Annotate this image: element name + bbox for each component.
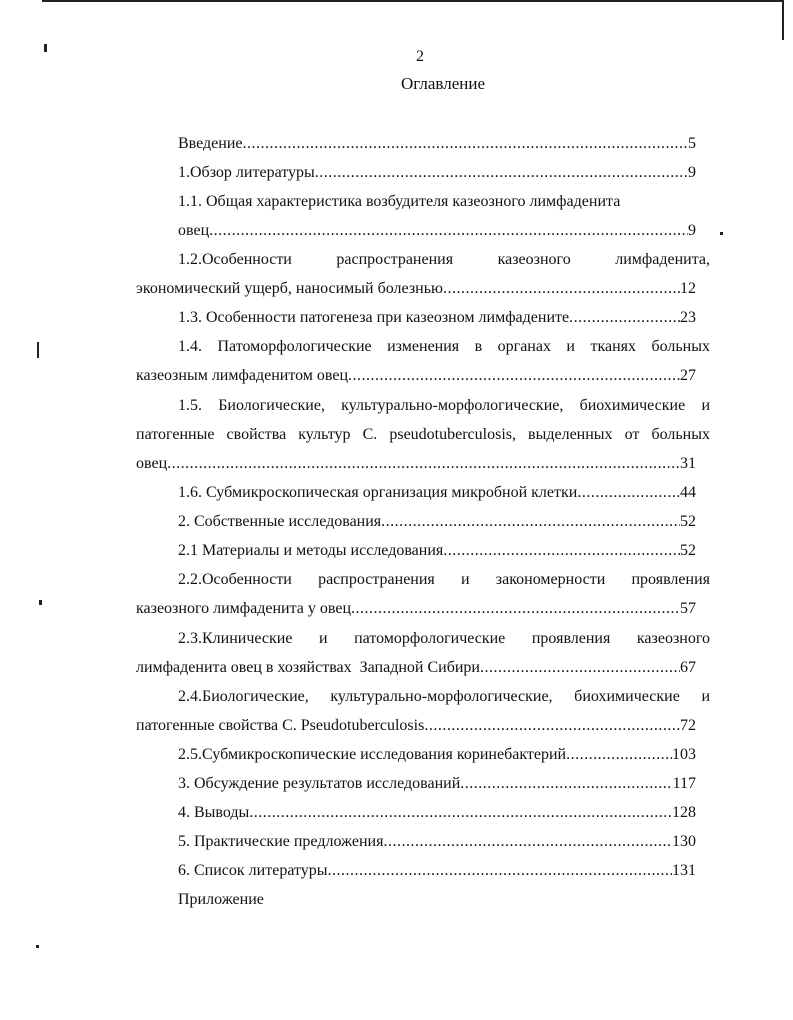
dot-leader <box>243 133 689 155</box>
toc-entry-title: казеозного лимфаденита у овец <box>136 600 352 617</box>
toc-page-number: 52 <box>680 513 696 530</box>
toc-entry-title: лимфаденита овец в хозяйствах Западной Сибири <box>136 659 480 676</box>
toc-entry-2[interactable] <box>178 511 696 533</box>
dot-leader <box>566 744 672 766</box>
toc-entry-1-4-line1[interactable]: 1.4. Патоморфологические изменения в органах и тканях больных <box>178 338 710 355</box>
dot-leader <box>348 365 680 387</box>
toc-entry-title: 4. Выводы <box>178 804 250 821</box>
toc-entry-2-2-line1[interactable]: 2.2.Особенности распространения и закономерности проявления <box>178 571 710 588</box>
toc-entry-2-4-line2[interactable] <box>136 715 696 737</box>
toc-page-number: 27 <box>680 367 696 384</box>
toc-entry-3[interactable] <box>178 773 696 795</box>
toc-entry-2-1[interactable] <box>178 540 696 562</box>
toc-entry-1-2-line1[interactable]: 1.2.Особенности распространения казеозного лимфаденита, <box>178 251 710 268</box>
dot-leader <box>577 482 680 504</box>
dot-leader <box>249 802 672 824</box>
toc-entry-1-5-line2[interactable]: патогенные свойства культур C. pseudotuberculosis, выделенных от больных <box>136 426 710 443</box>
toc-entry-title: 2.1 Материалы и методы исследования <box>178 542 444 559</box>
toc-page-number: 130 <box>672 833 696 850</box>
dot-leader <box>443 540 680 562</box>
dot-leader <box>460 773 672 795</box>
page-title: Оглавление <box>401 74 485 93</box>
toc-entry-1-1-line1[interactable]: 1.1. Общая характеристика возбудителя казеозного лимфаденита <box>178 193 621 210</box>
toc-entry-title: 3. Обсуждение результатов исследований <box>178 775 461 792</box>
toc-entry-1-1-line2[interactable] <box>178 220 696 242</box>
toc-entry-2-3-line2[interactable] <box>136 657 696 679</box>
dot-leader <box>315 162 688 184</box>
toc-entry-1-5-line3[interactable] <box>136 453 696 475</box>
toc-entry-title: 2. Собственные исследования <box>178 513 382 530</box>
toc-page-number: 128 <box>672 804 696 821</box>
dot-leader <box>383 831 672 853</box>
toc-page-number: 5 <box>688 135 696 152</box>
toc-entry-title: казеозным лимфаденитом овец <box>136 367 349 384</box>
toc-page-number: 44 <box>680 484 696 501</box>
toc-entry-2-3-line1[interactable]: 2.3.Клинические и патоморфологические проявления казеозного <box>178 630 710 647</box>
toc-entry-title: экономический ущерб, наносимый болезнью <box>136 280 443 297</box>
toc-page-number: 9 <box>688 222 696 239</box>
toc-entry-title: 2.5.Субмикроскопические исследования коринебактерий <box>178 746 567 763</box>
toc-entry-1-4-line2[interactable] <box>136 365 696 387</box>
toc-page-number: 23 <box>680 309 696 326</box>
toc-entry-1-6[interactable] <box>178 482 696 504</box>
toc-page-number: 31 <box>680 455 696 472</box>
toc-entry-title: Введение <box>178 135 243 152</box>
dot-leader <box>424 715 680 737</box>
toc-entry-title: 1.Обзор литературы <box>178 164 315 181</box>
toc-entry-intro[interactable] <box>178 133 696 155</box>
toc-entry-2-5[interactable] <box>178 744 696 766</box>
dot-leader <box>443 278 680 300</box>
toc-entry-1-3[interactable] <box>178 307 696 329</box>
toc-page-number: 57 <box>680 600 696 617</box>
toc-entry-5[interactable] <box>178 831 696 853</box>
toc-page-number: 9 <box>688 164 696 181</box>
toc-entry-title: патогенные свойства C. Pseudotuberculosis <box>136 717 425 734</box>
dot-leader <box>167 453 680 475</box>
toc-entry-title: 1.6. Субмикроскопическая организация микробной клетки <box>178 484 578 501</box>
toc-entry-title: 6. Список литературы <box>178 862 328 879</box>
toc-page-number: 131 <box>672 862 696 879</box>
toc-entry-1-2-line2[interactable] <box>136 278 696 300</box>
toc-page-number: 103 <box>672 746 696 763</box>
dot-leader <box>351 598 680 620</box>
toc-entry-title: 5. Практические предложения <box>178 833 384 850</box>
toc-entry-appendix[interactable]: Приложение <box>178 891 264 908</box>
page-number: 2 <box>416 48 424 65</box>
toc-page-number: 52 <box>680 542 696 559</box>
dot-leader <box>569 307 680 329</box>
toc-entry-1[interactable] <box>178 162 696 184</box>
dot-leader <box>381 511 680 533</box>
toc-entry-2-4-line1[interactable]: 2.4.Биологические, культурально-морфологические, биохимические и <box>178 688 710 705</box>
toc-entry-title: 1.3. Особенности патогенеза при казеозном лимфадените <box>178 309 570 326</box>
toc-entry-title: овец <box>136 455 168 472</box>
dot-leader <box>328 860 672 882</box>
toc-entry-1-5-line1[interactable]: 1.5. Биологические, культурально-морфологические, биохимические и <box>178 397 710 414</box>
toc-page-number: 117 <box>672 775 696 792</box>
dot-leader <box>480 657 680 679</box>
dot-leader <box>209 220 688 242</box>
toc-entry-6[interactable] <box>178 860 696 882</box>
toc-page-number: 67 <box>680 659 696 676</box>
toc-entry-4[interactable] <box>178 802 696 824</box>
toc-entry-title: овец <box>178 222 210 239</box>
toc-page-number: 72 <box>680 717 696 734</box>
toc-page-number: 12 <box>680 280 696 297</box>
toc-entry-2-2-line2[interactable] <box>136 598 696 620</box>
